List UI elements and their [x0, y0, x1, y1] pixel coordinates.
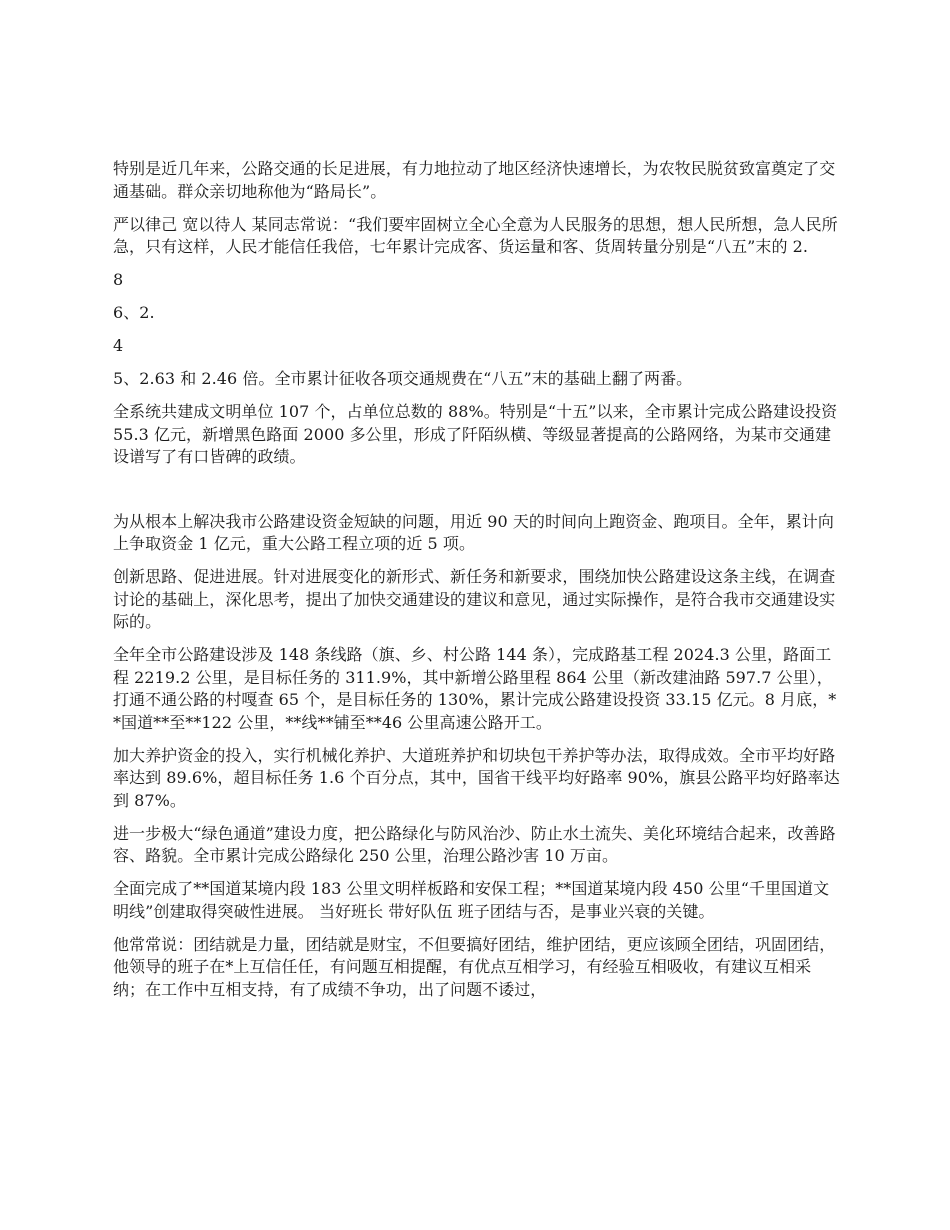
paragraph: 进一步极大“绿色通道”建设力度，把公路绿化与防风治沙、防止水土流失、美化环境结合起来，改善路容、路貌。全市累计完成公路绿化 250 公里，治理公路沙害 10 万亩。 [113, 823, 836, 865]
paragraph: 全面完成了**国道某境内段 183 公里文明样板路和安保工程；**国道某境内段 450 公里“千里国道文明线”创建取得突破性进展。 当好班长 带好队伍 班子团结与否，是事业兴衰的关键。 [113, 879, 830, 921]
paragraph: 全年全市公路建设涉及 148 条线路（旗、乡、村公路 144 条），完成路基工程 2024.3 公里，路面工程 2219.2 公里，是目标任务的 311.9%，其中新增公路里程 864 公里（新改建油路 597.7 公里），打通不通公路的村嘎查 65 个，是目标任务的 130%，累计完成公路建设投资 33.15 亿元。8 月底，**国道**至**122 公里，**线**铺至**46 公里高速公路开工。 [113, 645, 837, 732]
paragraph: 6、2. [113, 303, 155, 322]
paragraph: 全系统共建成文明单位 107 个，占单位总数的 88%。特别是“十五”以来，全市累计完成公路建设投资 55.3 亿元，新增黑色路面 2000 多公里，形成了阡陌纵横、等级显著提高的公路网络，为某市交通建设谱写了有口皆碑的政绩。 [113, 402, 838, 466]
paragraph: 特别是近几年来，公路交通的长足进展，有力地拉动了地区经济快速增长，为农牧民脱贫致富奠定了交通基础。群众亲切地称他为“路局长”。 [113, 159, 836, 201]
document-body [113, 158, 843, 1012]
paragraph: 5、2.63 和 2.46 倍。全市累计征收各项交通规费在“八五”末的基础上翻了两番。 [113, 369, 693, 388]
paragraph: 加大养护资金的投入，实行机械化养护、大道班养护和切块包干养护等办法，取得成效。全市平均好路率达到 89.6%，超目标任务 1.6 个百分点，其中，国省干线平均好路率 90%，旗县公路平均好路率达到 87%。 [113, 745, 840, 810]
paragraph: 严以律己 宽以待人 某同志常说：“我们要牢固树立全心全意为人民服务的思想，想人民所想，急人民所急，只有这样，人民才能信任我倍，七年累计完成客、货运量和客、货周转量分别是“八五”末的 2. [113, 214, 838, 256]
paragraph: 他常常说：团结就是力量，团结就是财宝，不但要搞好团结，维护团结，更应该顾全团结，巩固团结，他领导的班子在*上互信任任，有问题互相提醒，有优点互相学习，有经验互相吸收，有建议互相采纳；在工作中互相支持，有了成绩不争功，出了问题不诿过， [113, 934, 836, 999]
paragraph: 8 [113, 270, 124, 289]
paragraph: 创新思路、促进进展。针对进展变化的新形式、新任务和新要求，围绕加快公路建设这条主线，在调查讨论的基础上，深化思考，提出了加快交通建设的建议和意见，通过实际操作，是符合我市交通建设实际的。 [113, 567, 836, 631]
paragraph: 4 [113, 336, 124, 355]
paragraph: 为从根本上解决我市公路建设资金短缺的问题，用近 90 天的时间向上跑资金、跑项目。全年，累计向上争取资金 1 亿元，重大公路工程立项的近 5 项。 [113, 511, 834, 553]
